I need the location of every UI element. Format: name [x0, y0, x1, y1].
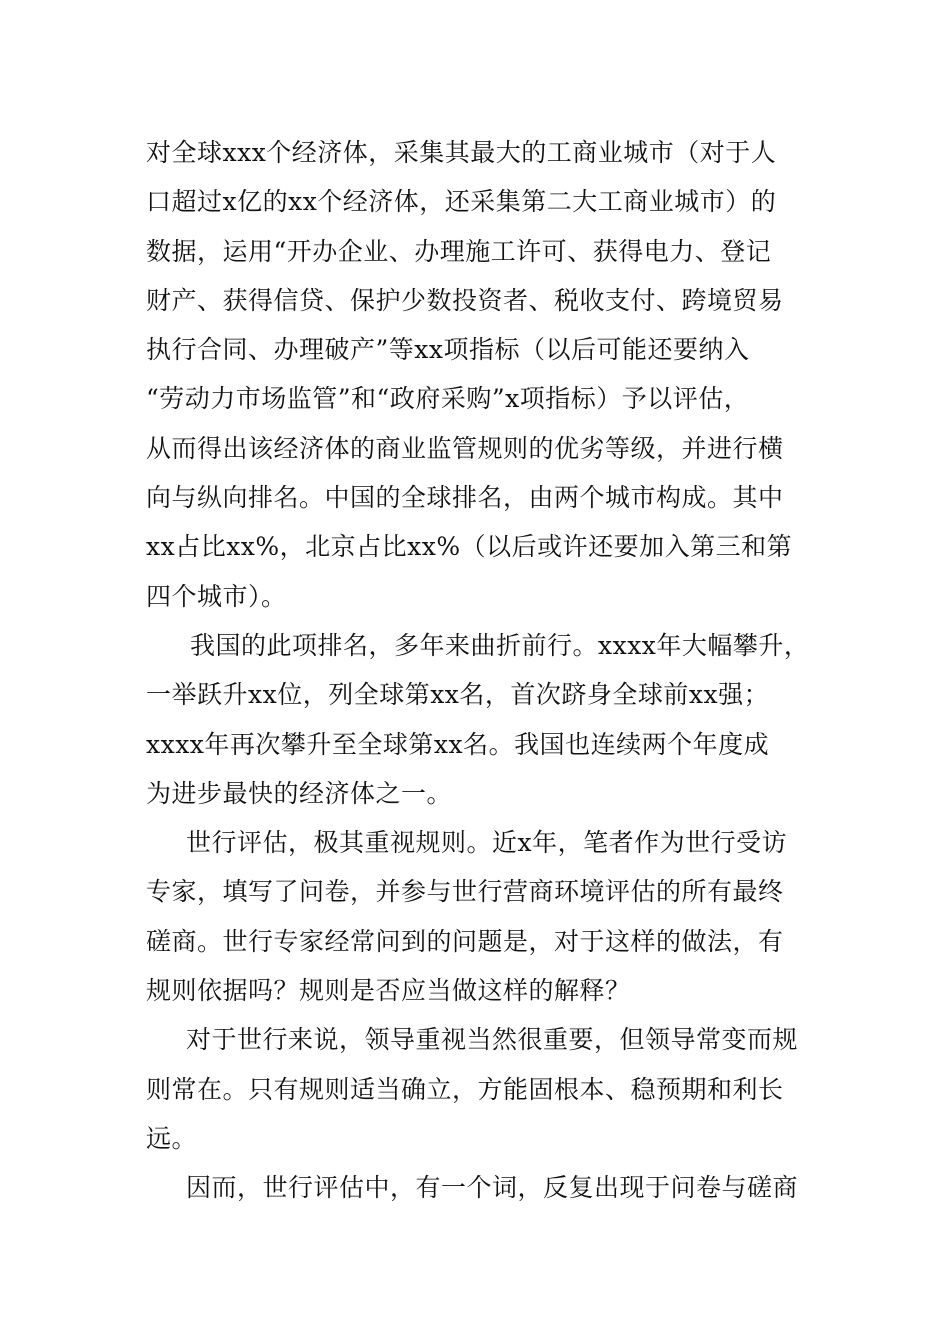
text-line: 对全球xxx个经济体，采集其最大的工商业城市（对于人 [146, 138, 777, 167]
text-line: 向与纵向排名。中国的全球排名，由两个城市构成。其中 [146, 483, 784, 513]
text-line: 四个城市）。 [146, 581, 287, 611]
text-line: 口超过x亿的xx个经济体，还采集第二大工商业城市）的 [146, 187, 777, 217]
text-line: “劳动力市场监管”和“政府采购”x项指标）予以评估， [146, 384, 750, 414]
paragraph-start-line: 我国的此项排名，多年来曲折前行。xxxx年大幅攀升， [190, 630, 810, 660]
paragraph-start-line: 对于世行来说，领导重视当然很重要，但领导常变而规 [186, 1025, 799, 1055]
text-line: 从而得出该经济体的商业监管规则的优劣等级，并进行横 [146, 433, 784, 463]
paragraph-start-line: 因而，世行评估中，有一个词，反复出现于问卷与磋商 [186, 1173, 799, 1203]
body-text [146, 128, 816, 1213]
paragraph-start-line: 世行评估，极其重视规则。近x年，笔者作为世行受访 [186, 828, 788, 858]
text-line: 磋商。世行专家经常问到的问题是，对于这样的做法，有 [146, 926, 784, 956]
text-line: 专家，填写了问卷，并参与世行营商环境评估的所有最终 [146, 877, 784, 907]
text-line: xxxx年再次攀升至全球第xx名。我国也连续两个年度成 [146, 729, 770, 759]
text-line: 数据，运用“开办企业、办理施工许可、获得电力、登记 [146, 236, 772, 266]
text-line: 则常在。只有规则适当确立，方能固根本、稳预期和利长 [146, 1074, 784, 1104]
text-line: 规则依据吗？规则是否应当做这样的解释？ [146, 976, 631, 1006]
text-line: 财产、获得信贷、保护少数投资者、税收支付、跨境贸易 [146, 285, 784, 315]
text-line: 一举跃升xx位，列全球第xx名，首次跻身全球前xx强； [146, 680, 770, 710]
text-line: xx占比xx%，北京占比xx%（以后或许还要加入第三和第 [146, 532, 793, 562]
text-line: 为进步最快的经济体之一。 [146, 778, 453, 808]
text-line: 远。 [146, 1123, 198, 1153]
text-line: 执行合同、办理破产”等xx项指标（以后可能还要纳入 [146, 335, 750, 365]
